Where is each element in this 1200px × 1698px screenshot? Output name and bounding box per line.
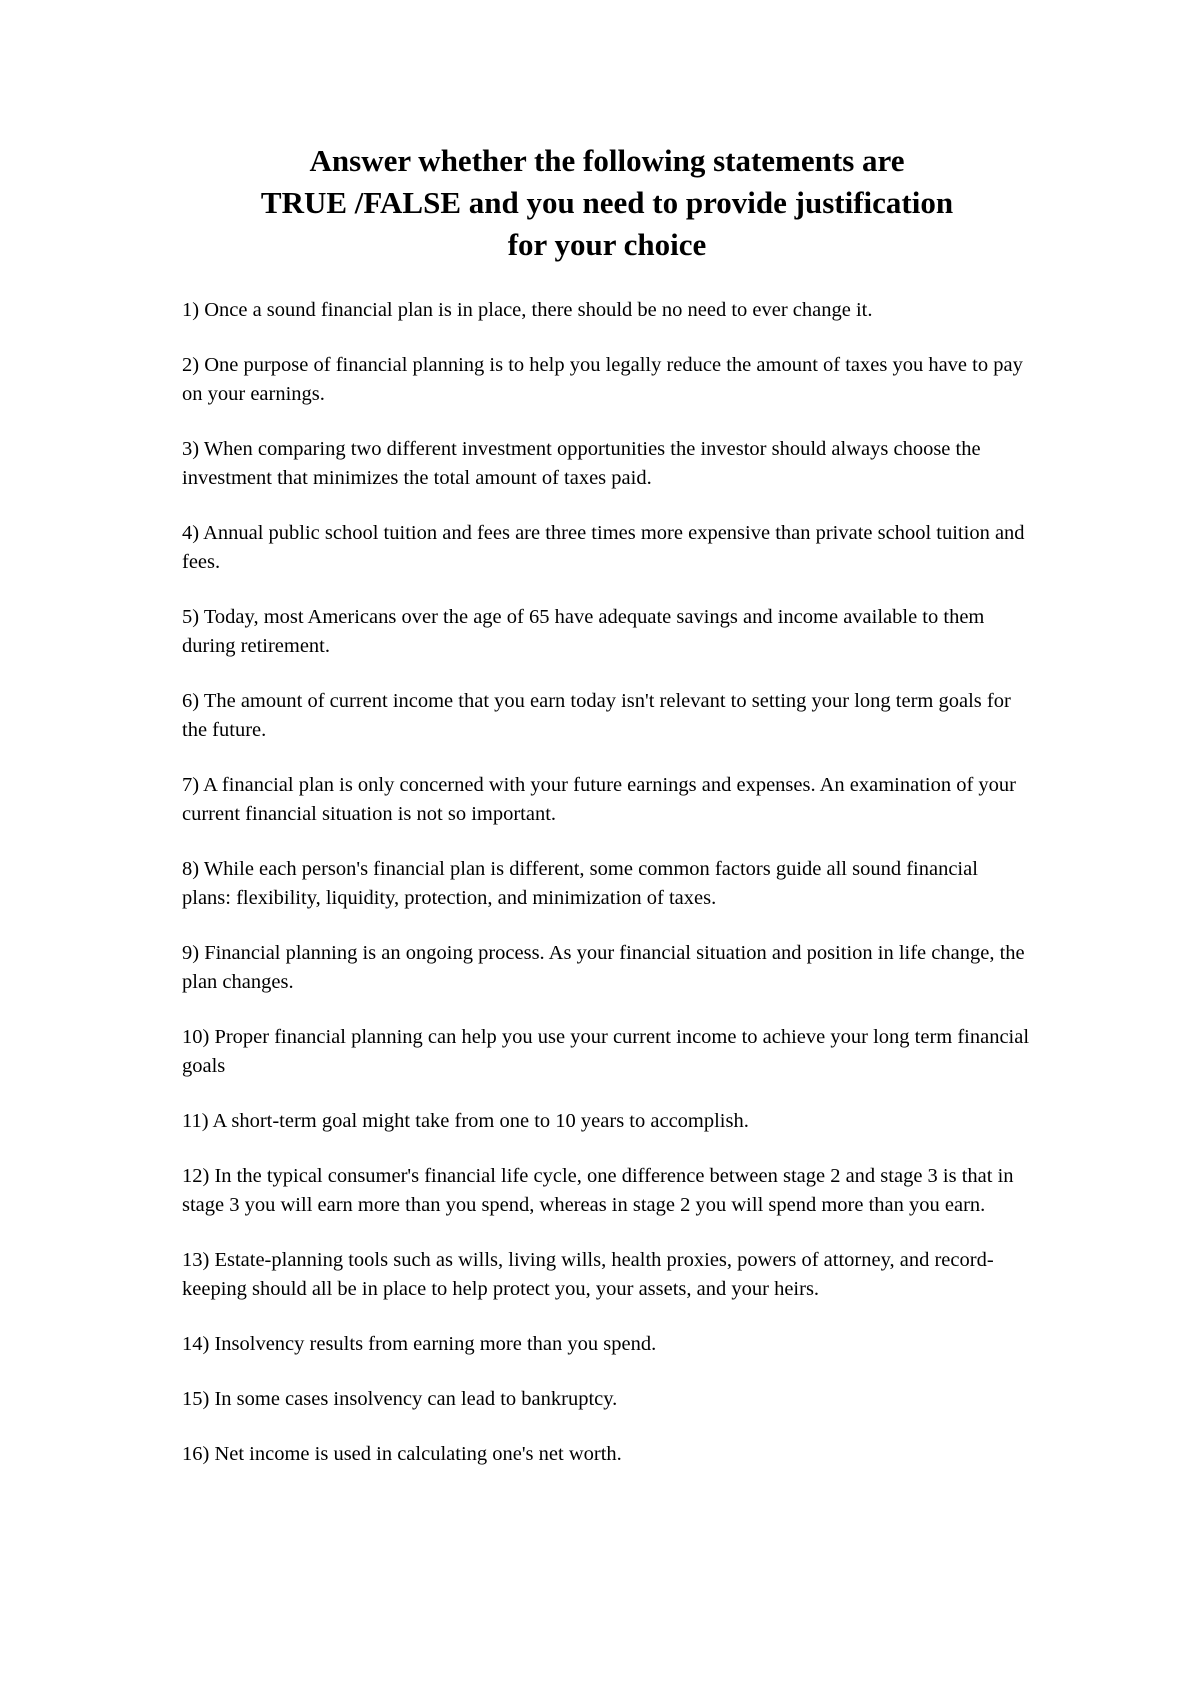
question-5: 5) Today, most Americans over the age of 65 have adequate savings and income available to them during retirement.: [182, 606, 985, 657]
question-16: 16) Net income is used in calculating one's net worth.: [182, 1443, 622, 1465]
question-10: 10) Proper financial planning can help you use your current income to achieve your long term financial goals: [182, 1026, 1030, 1077]
question-2: 2) One purpose of financial planning is to help you legally reduce the amount of taxes you have to pay on your earnings.: [182, 354, 1023, 405]
question-4: 4) Annual public school tuition and fees are three times more expensive than private school tuition and fees.: [182, 522, 1025, 573]
page-title: [182, 140, 1032, 266]
question-11: 11) A short-term goal might take from one to 10 years to accomplish.: [182, 1110, 749, 1132]
question-6: 6) The amount of current income that you earn today isn't relevant to setting your long term goals for the future.: [182, 690, 1011, 741]
question-13: 13) Estate-planning tools such as wills, living wills, health proxies, powers of attorney, and record-keeping should all be in place to help protect you, your assets, and your heirs.: [182, 1249, 994, 1300]
question-7: 7) A financial plan is only concerned with your future earnings and expenses. An examination of your current financial situation is not so important.: [182, 774, 1017, 825]
question-9: 9) Financial planning is an ongoing process. As your financial situation and position in life change, the plan changes.: [182, 942, 1025, 993]
question-15: 15) In some cases insolvency can lead to bankruptcy.: [182, 1388, 618, 1410]
question-14: 14) Insolvency results from earning more than you spend.: [182, 1333, 657, 1355]
question-8: 8) While each person's financial plan is different, some common factors guide all sound financial plans: flexibility, liquidity, protection, and minimization of taxes.: [182, 858, 978, 909]
question-3: 3) When comparing two different investment opportunities the investor should always choose the investment that minimizes the total amount of taxes paid.: [182, 438, 981, 489]
title-line-3: for your choice: [507, 227, 707, 262]
question-12: 12) In the typical consumer's financial life cycle, one difference between stage 2 and stage 3 is that in stage 3 you will earn more than you spend, whereas in stage 2 you will spend more than you earn.: [182, 1165, 1014, 1216]
question-1: 1) Once a sound financial plan is in place, there should be no need to ever change it.: [182, 299, 873, 321]
document-content: [182, 140, 1032, 1495]
title-line-1: Answer whether the following statements are: [309, 143, 905, 178]
title-line-2: TRUE /FALSE and you need to provide justification: [260, 185, 954, 220]
question-list: [182, 296, 1032, 1469]
